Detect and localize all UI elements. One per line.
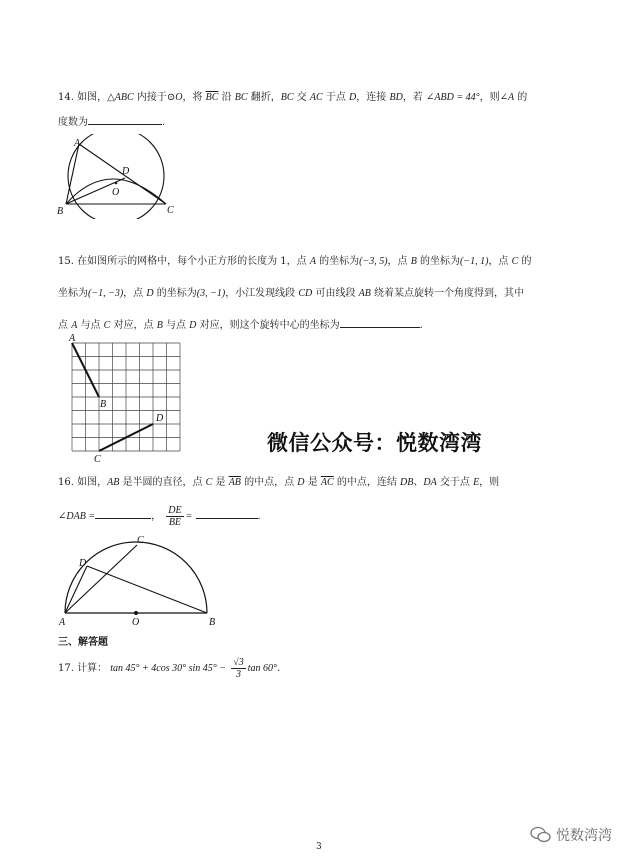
q14-label-a: A [74,138,81,149]
q15-answer-blank[interactable] [340,317,420,328]
watermark-text: 微信公众号：悦数湾湾 [267,431,482,455]
q15-line-1: 15. 在如图所示的网格中，每个小正方形的长度为 1，点 A 的坐标为(−3, 5)，点 B 的坐标为(−1, 1)，点 C 的 [58,256,532,267]
q16-label-a: A [59,617,66,628]
q14-answer-blank[interactable] [88,114,162,125]
q15-label-d: D [156,413,164,424]
q16-angle-blank[interactable] [95,508,151,519]
q16-ratio-blank[interactable] [196,508,258,519]
logo-text: 悦数湾湾 [556,828,612,844]
q16-chord-db [87,566,207,613]
q14-figure [55,134,185,219]
q14-center-dot [115,182,118,185]
q15-label-a: A [69,333,76,344]
wechat-icon [530,826,552,844]
q14-line-2: 度数为 . [58,114,165,130]
q16-label-o: O [132,617,140,628]
q16-line-2: ∠DAB = ， $\frac{DE}{BE}$ = . [58,505,261,528]
q16-line-1: 16. 如图，AB 是半圆的直径，点 C 是 $\overline{AB}$ 的中点，点 D 是 $\overline{AC}$ 的中点，连结 DB、DA 交于点 E，则 [58,477,500,488]
q16-figure [55,533,225,628]
q14-label-d: D [122,166,130,177]
q17-fraction: $\frac{√3}{3}$ [233,657,244,680]
q16-fraction: $\frac{DE}{BE}$ [168,505,182,528]
q15-label-c: C [94,454,101,463]
q15-line-3: 点 A 与点 C 对应，点 B 与点 D 对应，则这个旋转中心的坐标为 . [58,317,423,333]
q14-label-b: B [57,206,64,217]
q14-label-o: O [112,187,120,198]
q14-line-1: 14. 如图，△ABC 内接于⊙O，将 $\overline{BC}$ 沿 BC 翻折，BC 交 AC 于点 D，连接 BD，若 ∠ABD = 44°，则∠A 的 [58,92,528,103]
page-number: 3 [316,842,322,852]
q17-line: 17. 计算： tan 45° + 4cos 30° sin 45° − $\frac{√3}{3}$ tan 60°. [58,657,281,680]
q15-line-2: 坐标为(−1, −3)，点 D 的坐标为(3, −1)，小江发现线段 CD 可由线段 AB 绕着某点旋转一个角度得到，其中 [58,288,525,299]
q15-label-b: B [100,399,107,410]
q16-semicircle [65,542,207,613]
q16-center-dot [134,611,138,615]
section-heading: 三、解答题 [58,637,108,648]
q15-grid-figure [58,333,183,463]
q15-grid [72,343,180,451]
q14-label-c: C [167,205,174,216]
q16-label-b: B [209,617,216,628]
q16-chord-ac [65,545,137,613]
wechat-logo [530,825,612,845]
q16-label-c: C [137,535,144,546]
q16-label-d: D [79,558,87,569]
